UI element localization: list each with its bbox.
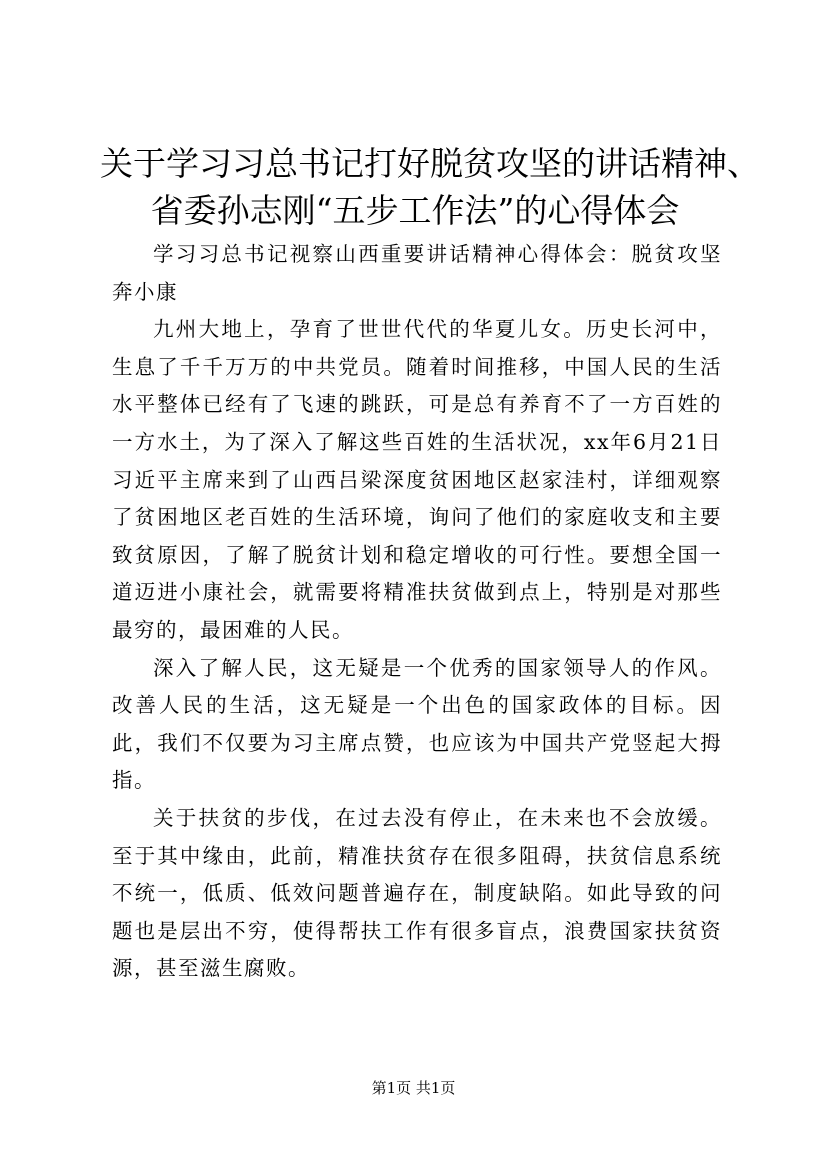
paragraph-subtitle: 学习习总书记视察山西重要讲话精神心得体会：脱贫攻坚奔小康 [112, 242, 722, 304]
title-line-1: 关于学习习总书记打好脱贫攻坚的讲话精神、 [100, 144, 760, 183]
paragraph-2: 深入了解人民，这无疑是一个优秀的国家领导人的作风。改善人民的生活，这无疑是一个出色的国家政体的目标。因此，我们不仅要为习主席点赞，也应该为中国共产党竖起大拇指。 [112, 655, 722, 793]
title-line-2: 省委孙志刚“五步工作法”的心得体会 [150, 191, 680, 230]
document-title [100, 140, 760, 234]
paragraph-3: 关于扶贫的步伐，在过去没有停止，在未来也不会放缓。至于其中缘由，此前，精准扶贫存在很多阻碍，扶贫信息系统不统一，低质、低效问题普遍存在，制度缺陷。如此导致的问题也是层出不穷，使得帮扶工作有很多盲点，浪费国家扶贫资源，甚至滋生腐败。 [112, 805, 722, 981]
document-body [112, 236, 722, 988]
page-footer: 第1页 共1页 [371, 1079, 456, 1097]
paragraph-1: 九州大地上，孕育了世世代代的华夏儿女。历史长河中，生息了千千万万的中共党员。随着时间推移，中国人民的生活水平整体已经有了飞速的跳跃，可是总有养育不了一方百姓的一方水土，为了深入了解这些百姓的生活状况，xx年6月21日习近平主席来到了山西吕梁深度贫困地区赵家洼村，详细观察了贫困地区老百姓的生活环境，询问了他们的家庭收支和主要致贫原因，了解了脱贫计划和稳定增收的可行性。要想全国一道迈进小康社会，就需要将精准扶贫做到点上，特别是对那些最穷的，最困难的人民。 [112, 317, 722, 642]
